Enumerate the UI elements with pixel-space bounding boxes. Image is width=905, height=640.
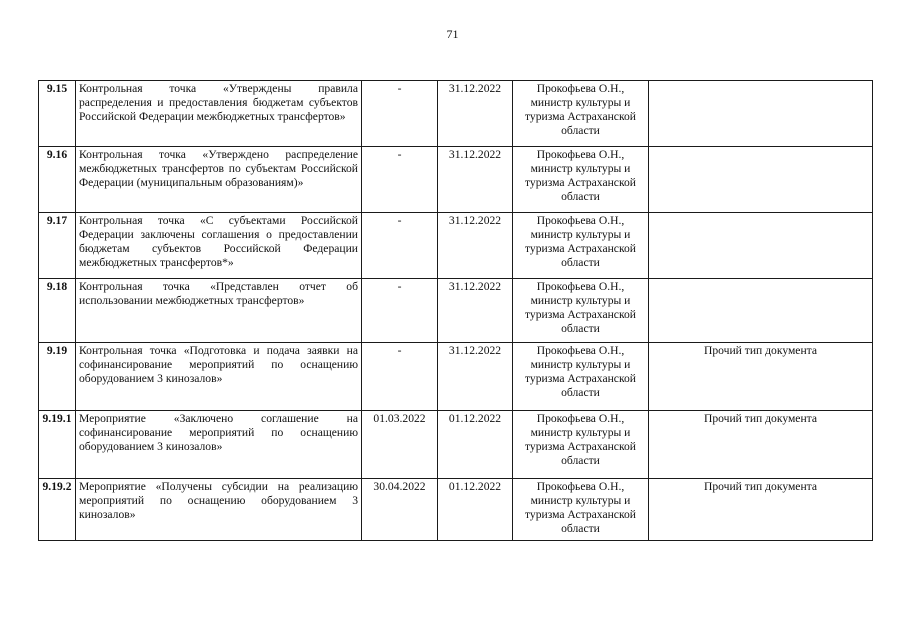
row-number: 9.16 xyxy=(39,147,76,213)
row-start-date: - xyxy=(362,81,438,147)
row-name: Контрольная точка «Утверждено распределение межбюджетных трансфертов по субъектам Российской Федерации (муниципальным образованиям)» xyxy=(76,147,362,213)
row-start-date: - xyxy=(362,213,438,279)
row-start-date: 01.03.2022 xyxy=(362,411,438,479)
row-name: Контрольная точка «Подготовка и подача заявки на софинансирование мероприятий по оснащению оборудованием 3 кинозалов» xyxy=(76,343,362,411)
row-document-type xyxy=(649,213,873,279)
row-responsible: Прокофьева О.Н., министр культуры и туризма Астраханской области xyxy=(513,279,649,343)
row-start-date: - xyxy=(362,147,438,213)
row-document-type xyxy=(649,279,873,343)
row-end-date: 31.12.2022 xyxy=(438,213,513,279)
row-name: Мероприятие «Заключено соглашение на софинансирование мероприятий по оснащению оборудованием 3 кинозалов» xyxy=(76,411,362,479)
row-number: 9.19.1 xyxy=(39,411,76,479)
table-row xyxy=(39,479,873,541)
row-end-date: 01.12.2022 xyxy=(438,479,513,541)
control-points-table xyxy=(38,80,873,541)
row-responsible: Прокофьева О.Н., министр культуры и туризма Астраханской области xyxy=(513,81,649,147)
table-row xyxy=(39,81,873,147)
row-number: 9.19.2 xyxy=(39,479,76,541)
row-name: Контрольная точка «Утверждены правила распределения и предоставления бюджетам субъектов Российской Федерации межбюджетных трансфертов» xyxy=(76,81,362,147)
table-row xyxy=(39,343,873,411)
row-number: 9.15 xyxy=(39,81,76,147)
row-end-date: 31.12.2022 xyxy=(438,81,513,147)
row-responsible: Прокофьева О.Н., министр культуры и туризма Астраханской области xyxy=(513,411,649,479)
row-name: Контрольная точка «Представлен отчет об использовании межбюджетных трансфертов» xyxy=(76,279,362,343)
row-responsible: Прокофьева О.Н., министр культуры и туризма Астраханской области xyxy=(513,343,649,411)
row-end-date: 31.12.2022 xyxy=(438,279,513,343)
row-responsible: Прокофьева О.Н., министр культуры и туризма Астраханской области xyxy=(513,213,649,279)
row-name: Мероприятие «Получены субсидии на реализацию мероприятий по оснащению оборудованием 3 кинозалов» xyxy=(76,479,362,541)
row-start-date: 30.04.2022 xyxy=(362,479,438,541)
row-start-date: - xyxy=(362,343,438,411)
table-row xyxy=(39,279,873,343)
row-responsible: Прокофьева О.Н., министр культуры и туризма Астраханской области xyxy=(513,479,649,541)
row-number: 9.18 xyxy=(39,279,76,343)
row-document-type xyxy=(649,147,873,213)
row-name: Контрольная точка «С субъектами Российской Федерации заключены соглашения о предоставлении бюджетам субъектов Российской Федерации межбюджетных трансфертов*» xyxy=(76,213,362,279)
row-document-type: Прочий тип документа xyxy=(649,411,873,479)
row-start-date: - xyxy=(362,279,438,343)
row-document-type: Прочий тип документа xyxy=(649,479,873,541)
table-row xyxy=(39,411,873,479)
page-number: 71 xyxy=(446,27,459,41)
row-number: 9.17 xyxy=(39,213,76,279)
row-number: 9.19 xyxy=(39,343,76,411)
row-document-type: Прочий тип документа xyxy=(649,343,873,411)
row-end-date: 01.12.2022 xyxy=(438,411,513,479)
table-row xyxy=(39,147,873,213)
row-end-date: 31.12.2022 xyxy=(438,343,513,411)
row-responsible: Прокофьева О.Н., министр культуры и туризма Астраханской области xyxy=(513,147,649,213)
row-end-date: 31.12.2022 xyxy=(438,147,513,213)
row-document-type xyxy=(649,81,873,147)
table-row xyxy=(39,213,873,279)
